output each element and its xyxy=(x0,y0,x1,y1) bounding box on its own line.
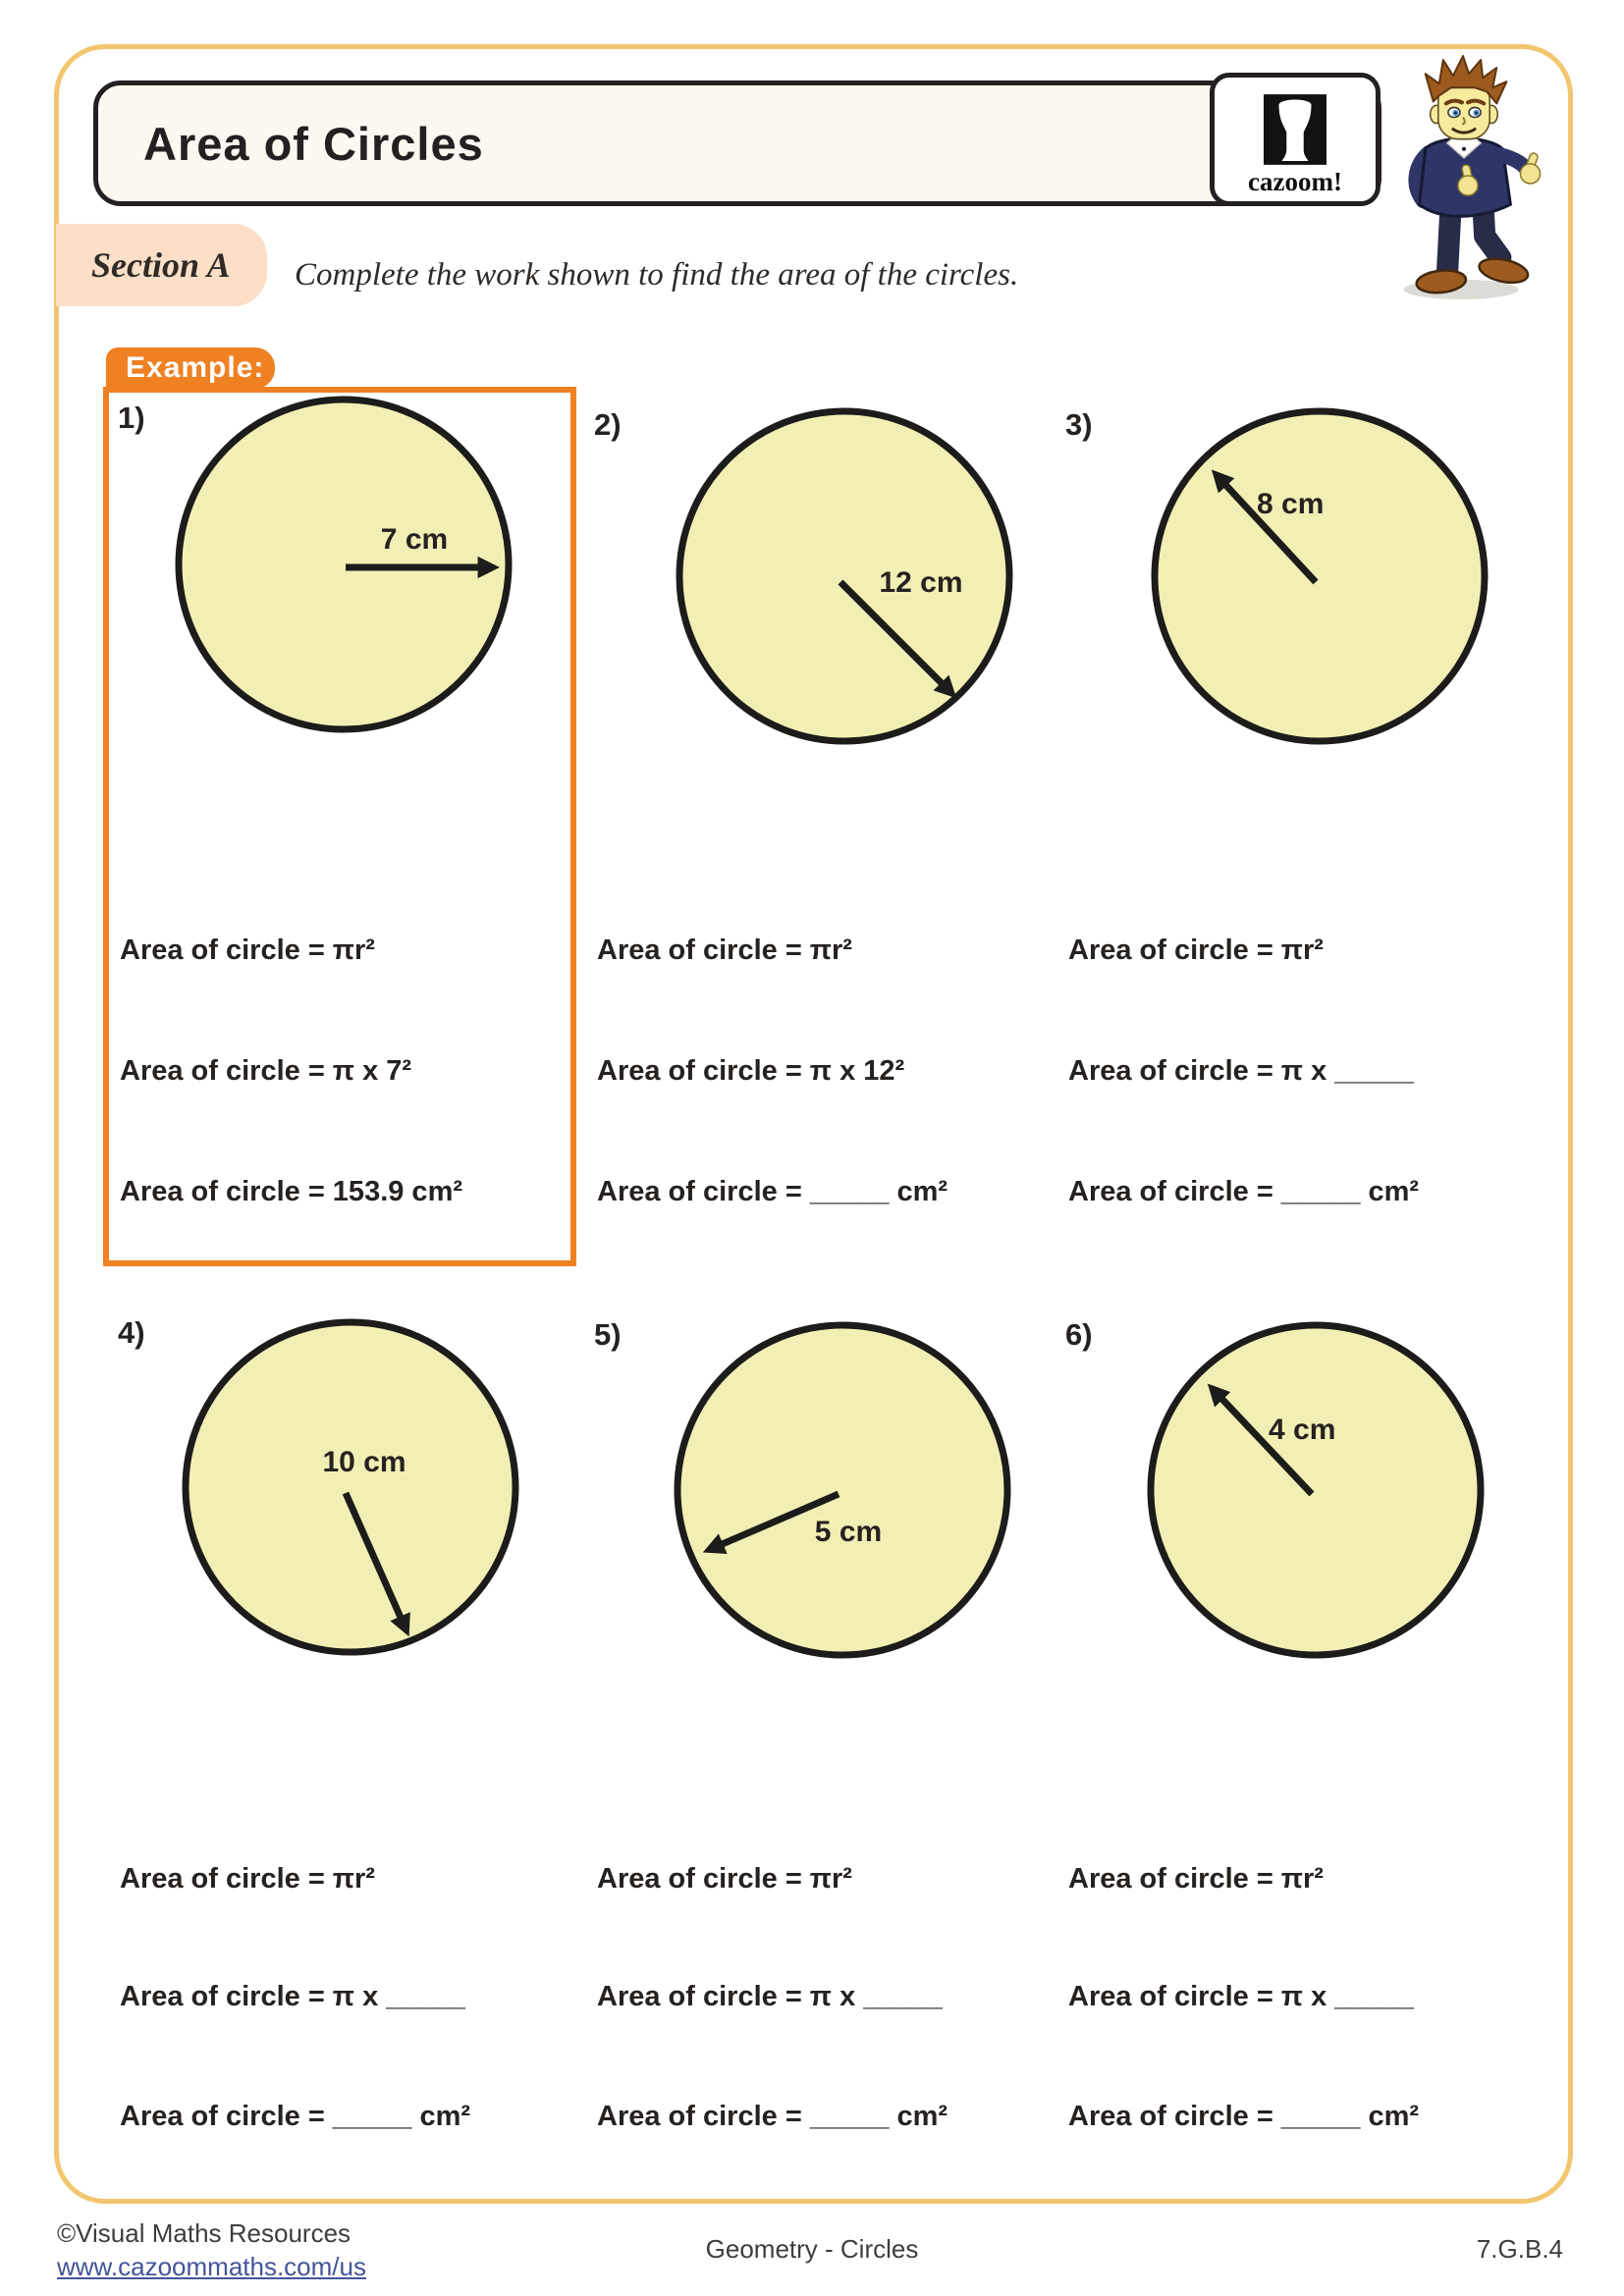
equation-line: Area of circle = π x _____ xyxy=(597,1981,943,2012)
section-a-label: Section A xyxy=(91,245,231,285)
radius-label: 8 cm xyxy=(1257,488,1325,520)
radius-label: 10 cm xyxy=(322,1446,406,1478)
equation-line: Area of circle = π x _____ xyxy=(120,1981,465,2012)
equation-line: Area of circle = πr² xyxy=(597,1863,852,1895)
problem-4-circle-figure xyxy=(174,1310,527,1664)
problem-5-number: 5) xyxy=(594,1317,622,1352)
equation-line: Area of circle = π x 7² xyxy=(120,1055,412,1087)
equation-line: Area of circle = _____ cm² xyxy=(1068,2101,1420,2132)
footer-standard-code: 7.G.B.4 xyxy=(1476,2234,1563,2264)
equation-line: Area of circle = πr² xyxy=(597,934,852,966)
radius-label: 5 cm xyxy=(814,1516,883,1548)
footer-topic: Geometry - Circles xyxy=(705,2234,919,2264)
equation-line: Area of circle = π x _____ xyxy=(1068,1981,1414,2012)
radius-label: 4 cm xyxy=(1269,1414,1336,1446)
example-box xyxy=(103,387,576,1266)
equation-line: Area of circle = _____ cm² xyxy=(597,1176,948,1207)
example-label: Example: xyxy=(126,351,265,384)
title-bar xyxy=(93,80,1381,206)
problem-2-number: 2) xyxy=(594,407,622,442)
equation-line: Area of circle = 153.9 cm² xyxy=(120,1176,463,1207)
logo-wordmark: cazoom! xyxy=(1248,167,1342,196)
footer-website-link[interactable]: www.cazoommaths.com/us xyxy=(57,2252,366,2281)
equation-line: Area of circle = πr² xyxy=(120,1863,375,1895)
equation-line: Area of circle = _____ cm² xyxy=(120,2101,471,2132)
equation-line: Area of circle = _____ cm² xyxy=(1068,1176,1420,1207)
problem-3-number: 3) xyxy=(1065,407,1093,442)
radius-label: 7 cm xyxy=(380,523,449,556)
problem-2-circle-figure xyxy=(668,400,1021,753)
equation-line: Area of circle = π x 12² xyxy=(597,1055,905,1087)
problem-3-circle-figure xyxy=(1143,400,1496,753)
cazoom-logo xyxy=(1210,73,1380,206)
footer-copyright: ©Visual Maths Resources xyxy=(57,2218,352,2248)
mascot-boy-illustration xyxy=(1386,54,1542,301)
problem-1-number: 1) xyxy=(118,400,145,435)
equation-line: Area of circle = πr² xyxy=(1068,934,1324,966)
equation-line: Area of circle = _____ cm² xyxy=(597,2101,948,2132)
problem-5-circle-figure xyxy=(666,1313,1019,1667)
section-instruction: Complete the work shown to find the area of the circles. xyxy=(295,257,1019,293)
page-title: Area of Circles xyxy=(143,117,484,170)
problem-6-number: 6) xyxy=(1065,1317,1093,1352)
drum-icon xyxy=(1264,93,1326,166)
equation-line: Area of circle = π x _____ xyxy=(1068,1055,1414,1087)
problem-6-circle-figure xyxy=(1139,1313,1492,1667)
radius-label: 12 cm xyxy=(879,566,963,599)
problem-4-number: 4) xyxy=(118,1315,145,1350)
equation-line: Area of circle = πr² xyxy=(120,934,375,966)
section-a-badge xyxy=(56,224,267,306)
example-tab xyxy=(106,347,275,389)
equation-line: Area of circle = πr² xyxy=(1068,1863,1324,1895)
